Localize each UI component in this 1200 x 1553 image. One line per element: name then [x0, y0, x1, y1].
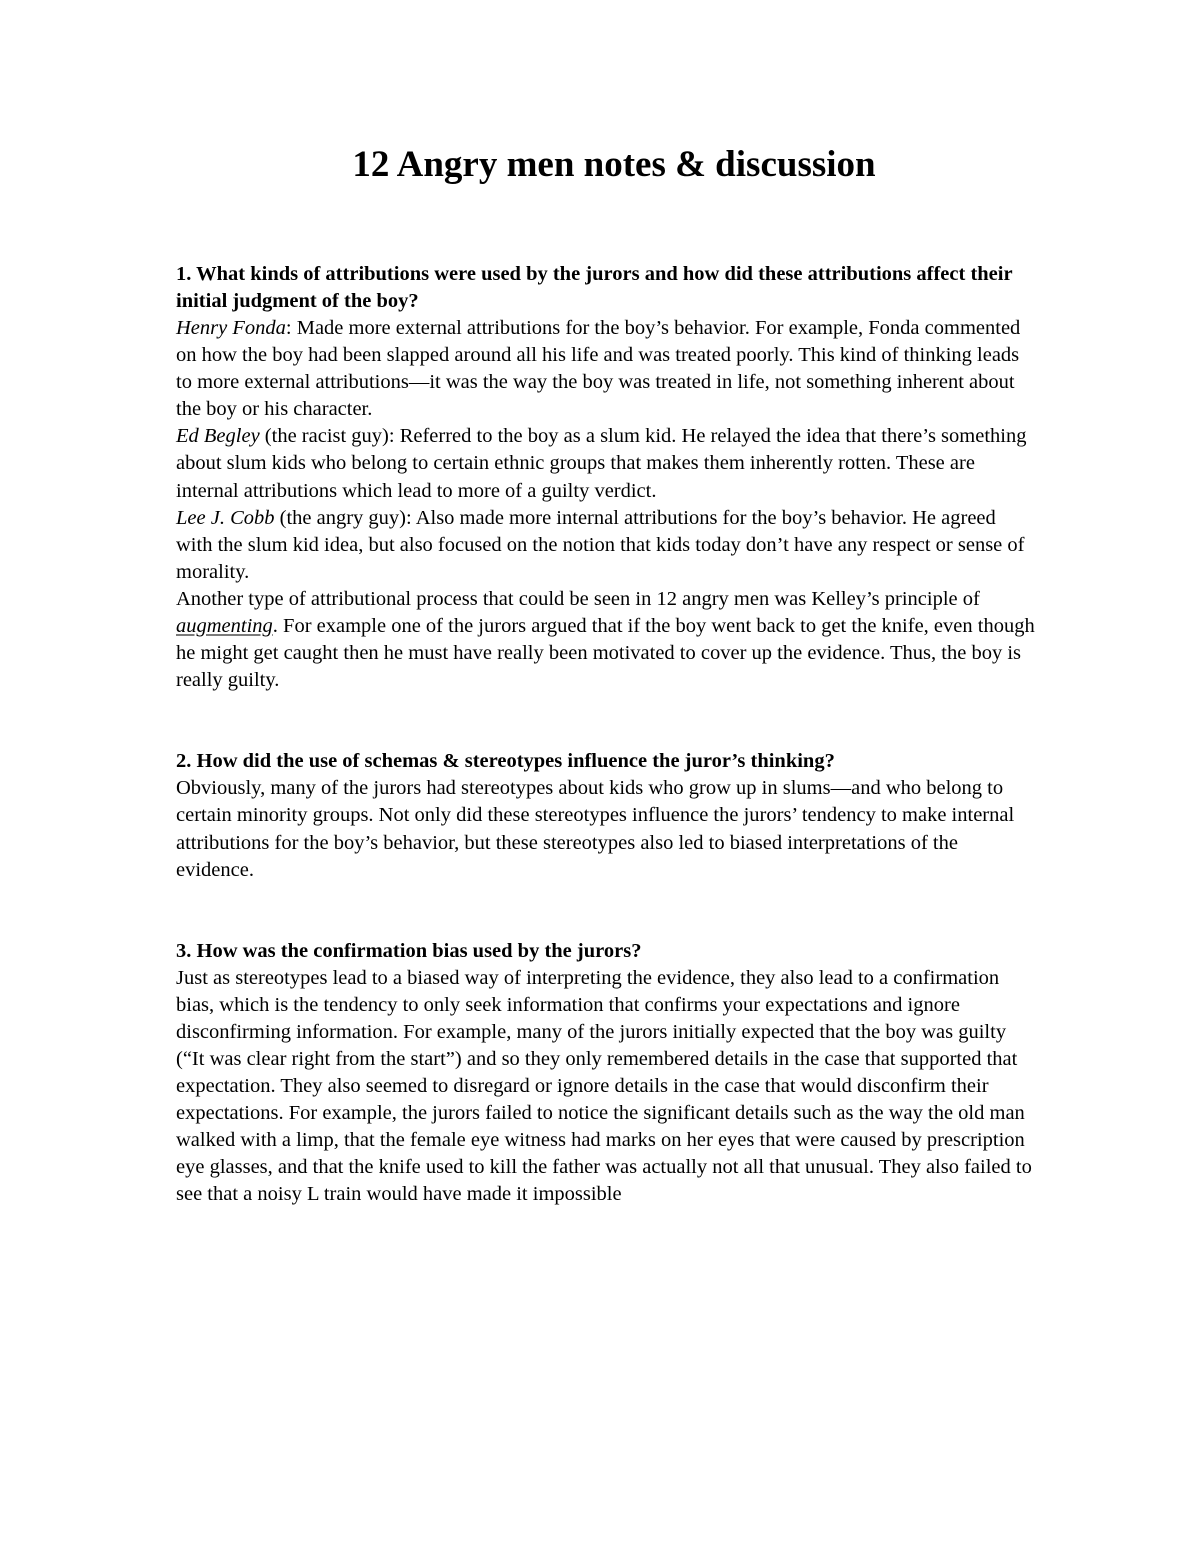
text-lee-cobb: (the angry guy): Also made more internal attributions for the boy’s behavior. He agreed with the slum kid idea, but also focused on the notion that kids today don’t have any respect or sense of morality.: [176, 506, 1025, 583]
document-page: [176, 140, 1036, 1209]
question-2: 2. How did the use of schemas & stereotypes influence the juror’s thinking?: [176, 750, 835, 773]
question-3: 3. How was the confirmation bias used by the jurors?: [176, 939, 642, 962]
text-kelley-post: . For example one of the jurors argued that if the boy went back to get the knife, even though he might get caught then he must have really been motivated to cover up the evidence. Thus, the boy is really guilty.: [176, 615, 1035, 692]
text-kelley-pre: Another type of attributional process that could be seen in 12 angry men was Kelley’s principle of: [176, 587, 980, 610]
paragraph-ed-begley: [176, 423, 1036, 504]
term-augmenting: augmenting: [176, 615, 273, 638]
name-lee-cobb: Lee J. Cobb: [176, 506, 275, 529]
paragraph-lee-cobb: [176, 505, 1036, 586]
answer-2: Obviously, many of the jurors had stereotypes about kids who grow up in slums—and who belong to certain minority groups. Not only did these stereotypes influence the jurors’ tendency to make internal attributions for the boy’s behavior, but these stereotypes also led to biased interpretations of the evidence.: [176, 777, 1015, 881]
answer-3: Just as stereotypes lead to a biased way of interpreting the evidence, they also lead to a confirmation bias, which is the tendency to only seek information that confirms your expectations and ignore disconfirming information. For example, many of the jurors initially expected that the boy was guilty (“It was clear right from the start”) and so they only remembered details in the case that supported that expectation. They also seemed to disregard or ignore details in the case that would disconfirm their expectations. For example, the jurors failed to notice the significant details such as the way the old man walked with a limp, that the female eye witness had marks on her eyes that were caused by prescription eye glasses, and that the knife used to kill the father was actually not all that unusual. They also failed to see that a noisy L train would have made it impossible: [176, 966, 1032, 1206]
question-1: 1. What kinds of attributions were used by the jurors and how did these attributions affect their initial judgment of the boy?: [176, 263, 1013, 312]
name-henry-fonda: Henry Fonda: [176, 317, 286, 339]
paragraph-henry-fonda: [176, 315, 1036, 423]
text-ed-begley: (the racist guy): Referred to the boy as a slum kid. He relayed the idea that there’s something about slum kids who belong to certain ethnic groups that makes them inherently rotten. These are internal attributions which lead to more of a guilty verdict.: [176, 425, 1027, 502]
document-title: 12 Angry men notes & discussion: [352, 144, 876, 185]
name-ed-begley: Ed Begley: [176, 425, 260, 448]
paragraph-kelley-augmenting: [176, 586, 1036, 694]
text-henry-fonda: : Made more external attributions for the boy’s behavior. For example, Fonda commented on how the boy had been slapped around all his life and was treated poorly. This kind of thinking leads to more external attributions—it was the way the boy was treated in life, not something inherent about the boy or his character.: [176, 317, 1021, 421]
